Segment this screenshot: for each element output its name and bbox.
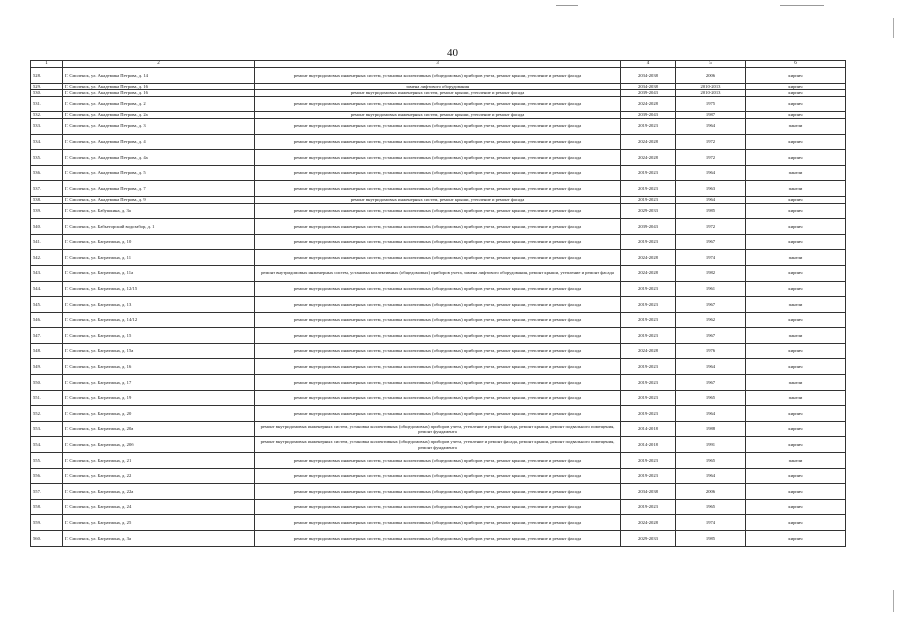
row-number: 539. <box>31 203 63 219</box>
works-cell: ремонт внутридомовых инженерных систем, установка коллективных (общедомовых) приборов учета, ремонт крыши, утепление и ремонт фасада <box>255 359 621 375</box>
table-row <box>31 165 846 181</box>
period-cell: 2029-2033 <box>621 203 676 219</box>
period-cell: 2024-2028 <box>621 265 676 281</box>
wall-material-cell: кирпич <box>746 83 846 90</box>
wall-material-cell: панели <box>746 453 846 469</box>
works-cell: ремонт внутридомовых инженерных систем, установка коллективных (общедомовых) приборов учета, ремонт крыши, утепление и ремонт фасада <box>255 406 621 422</box>
column-header: 4 <box>621 61 676 68</box>
works-cell: ремонт внутридомовых инженерных систем, установка коллективных (общедомовых) приборов учета, ремонт крыши, утепление и ремонт фасада <box>255 484 621 500</box>
top-rule-right <box>780 5 824 6</box>
works-cell: ремонт внутридомовых инженерных систем, установка коллективных (общедомовых) приборов учета, утепление и ремонт фасада, ремонт крыши, ремонт подвального помещения, ремонт фундамента <box>255 421 621 437</box>
period-cell: 2024-2028 <box>621 150 676 166</box>
wall-material-cell: панели <box>746 390 846 406</box>
row-number: 549. <box>31 359 63 375</box>
period-cell: 2039-2043 <box>621 112 676 119</box>
address-cell: Г. Смоленск, ул. Академика Петрова, д. 2а <box>63 112 255 119</box>
address-cell: Г. Смоленск, ул. Академика Петрова, д. 14 <box>63 68 255 84</box>
wall-material-cell: кирпич <box>746 96 846 112</box>
row-number: 537. <box>31 181 63 197</box>
address-cell: Г. Смоленск, ул. Багратиона, д. 19 <box>63 390 255 406</box>
address-cell: Г. Смоленск, ул. Багратиона, д. 22 <box>63 468 255 484</box>
period-cell: 2024-2028 <box>621 343 676 359</box>
row-number: 552. <box>31 406 63 422</box>
build-year-cell: 2006 <box>676 68 746 84</box>
works-cell: ремонт внутридомовых инженерных систем, установка коллективных (общедомовых) приборов учета, ремонт крыши, утепление и ремонт фасада <box>255 118 621 134</box>
build-year-cell: 1975 <box>676 96 746 112</box>
table-row <box>31 531 846 547</box>
row-number: 556. <box>31 468 63 484</box>
wall-material-cell: кирпич <box>746 281 846 297</box>
period-cell: 2019-2023 <box>621 453 676 469</box>
row-number: 540. <box>31 219 63 235</box>
build-year-cell: 1988 <box>676 421 746 437</box>
address-cell: Г. Смоленск, ул. Багратиона, д. 3а <box>63 531 255 547</box>
works-cell: ремонт внутридомовых инженерных систем, ремонт крыши, утепление и ремонт фасада <box>255 112 621 119</box>
period-cell: 2034-2038 <box>621 484 676 500</box>
build-year-cell: 1972 <box>676 150 746 166</box>
row-number: 529. <box>31 83 63 90</box>
wall-material-cell: кирпич <box>746 499 846 515</box>
row-number: 544. <box>31 281 63 297</box>
period-cell: 2019-2023 <box>621 281 676 297</box>
row-number: 558. <box>31 499 63 515</box>
period-cell: 2019-2023 <box>621 406 676 422</box>
period-cell: 2019-2023 <box>621 312 676 328</box>
wall-material-cell: кирпич <box>746 234 846 250</box>
table-row <box>31 265 846 281</box>
period-cell: 2014-2018 <box>621 421 676 437</box>
address-cell: Г. Смоленск, ул. Багратиона, д. 20 <box>63 406 255 422</box>
works-cell: ремонт внутридомовых инженерных систем, установка коллективных (общедомовых) приборов учета, ремонт крыши, утепление и ремонт фасада <box>255 343 621 359</box>
address-cell: Г. Смоленск, ул. Багратиона, д. 11 <box>63 250 255 266</box>
row-number: 551. <box>31 390 63 406</box>
table-row <box>31 68 846 84</box>
wall-material-cell: панели <box>746 328 846 344</box>
wall-material-cell: кирпич <box>746 359 846 375</box>
build-year-cell: 1965 <box>676 390 746 406</box>
wall-material-cell: панели <box>746 165 846 181</box>
address-cell: Г. Смоленск, ул. Багратиона, д. 20б <box>63 437 255 453</box>
address-cell: Г. Смоленск, ул. Багратиона, д. 14/12 <box>63 312 255 328</box>
address-cell: Г. Смоленск, ул. Багратиона, д. 15 <box>63 328 255 344</box>
capital-repair-table <box>30 60 846 547</box>
row-number: 538. <box>31 196 63 203</box>
works-cell: ремонт внутридомовых инженерных систем, установка коллективных (общедомовых) приборов учета, ремонт крыши, утепление и ремонт фасада <box>255 297 621 313</box>
period-cell: 2019-2023 <box>621 165 676 181</box>
table-row <box>31 118 846 134</box>
works-cell: ремонт внутридомовых инженерных систем, установка коллективных (общедомовых) приборов учета, ремонт крыши, утепление и ремонт фасада <box>255 281 621 297</box>
row-number: 557. <box>31 484 63 500</box>
build-year-cell: 1974 <box>676 250 746 266</box>
works-cell: ремонт внутридомовых инженерных систем, установка коллективных (общедомовых) приборов учета, ремонт крыши, утепление и ремонт фасада <box>255 468 621 484</box>
table-row <box>31 328 846 344</box>
period-cell: 2014-2018 <box>621 437 676 453</box>
period-cell: 2029-2033 <box>621 531 676 547</box>
build-year-cell: 1972 <box>676 219 746 235</box>
build-year-cell: 1965 <box>676 499 746 515</box>
wall-material-cell: панели <box>746 297 846 313</box>
wall-material-cell: кирпич <box>746 406 846 422</box>
table-row <box>31 406 846 422</box>
row-number: 534. <box>31 134 63 150</box>
table-row <box>31 181 846 197</box>
table-row <box>31 499 846 515</box>
table-row <box>31 234 846 250</box>
row-number: 536. <box>31 165 63 181</box>
works-cell: ремонт внутридомовых инженерных систем, установка коллективных (общедомовых) приборов учета, замена лифтового оборудования, ремонт крыши, утепление и ремонт фасада <box>255 265 621 281</box>
row-number: 535. <box>31 150 63 166</box>
works-cell: ремонт внутридомовых инженерных систем, ремонт крыши, утепление и ремонт фасада <box>255 90 621 97</box>
period-cell: 2034-2038 <box>621 83 676 90</box>
address-cell: Г. Смоленск, ул. Багратиона, д. 10 <box>63 234 255 250</box>
table-row <box>31 134 846 150</box>
row-number: 531. <box>31 96 63 112</box>
address-cell: Г. Смоленск, ул. Академика Петрова, д. 2 <box>63 96 255 112</box>
column-header: 3 <box>255 61 621 68</box>
row-number: 530. <box>31 90 63 97</box>
wall-material-cell: кирпич <box>746 90 846 97</box>
address-cell: Г. Смоленск, ул. Багратиона, д. 25 <box>63 515 255 531</box>
table-row <box>31 453 846 469</box>
period-cell: 2019-2023 <box>621 118 676 134</box>
table-row <box>31 219 846 235</box>
period-cell: 2024-2028 <box>621 250 676 266</box>
build-year-cell: 1964 <box>676 118 746 134</box>
build-year-cell: 2006 <box>676 484 746 500</box>
wall-material-cell: панели <box>746 250 846 266</box>
build-year-cell: 1965 <box>676 453 746 469</box>
row-number: 532. <box>31 112 63 119</box>
wall-material-cell: кирпич <box>746 343 846 359</box>
works-cell: ремонт внутридомовых инженерных систем, установка коллективных (общедомовых) приборов учета, ремонт крыши, утепление и ремонт фасада <box>255 150 621 166</box>
build-year-cell: 1982 <box>676 265 746 281</box>
wall-material-cell: кирпич <box>746 112 846 119</box>
table-row <box>31 150 846 166</box>
page-number: 40 <box>447 47 458 59</box>
works-cell: ремонт внутридомовых инженерных систем, установка коллективных (общедомовых) приборов учета, ремонт крыши, утепление и ремонт фасада <box>255 203 621 219</box>
wall-material-cell: кирпич <box>746 437 846 453</box>
address-cell: Г. Смоленск, ул. Багратиона, д. 21 <box>63 453 255 469</box>
row-number: 553. <box>31 421 63 437</box>
build-year-cell: 1967 <box>676 234 746 250</box>
address-cell: Г. Смоленск, ул. Багратиона, д. 22а <box>63 484 255 500</box>
wall-material-cell: кирпич <box>746 203 846 219</box>
address-cell: Г. Смоленск, ул. Багратиона, д. 16 <box>63 359 255 375</box>
address-cell: Г. Смоленск, ул. Академика Петрова, д. 4а <box>63 150 255 166</box>
period-cell: 2039-2043 <box>621 90 676 97</box>
period-cell: 2019-2023 <box>621 499 676 515</box>
row-number: 541. <box>31 234 63 250</box>
works-cell: ремонт внутридомовых инженерных систем, установка коллективных (общедомовых) приборов учета, ремонт крыши, утепление и ремонт фасада <box>255 96 621 112</box>
table-row <box>31 281 846 297</box>
works-cell: ремонт внутридомовых инженерных систем, установка коллективных (общедомовых) приборов учета, ремонт крыши, утепление и ремонт фасада <box>255 515 621 531</box>
address-cell: Г. Смоленск, ул. Багратиона, д. 24 <box>63 499 255 515</box>
works-cell: ремонт внутридомовых инженерных систем, установка коллективных (общедомовых) приборов учета, ремонт крыши, утепление и ремонт фасада <box>255 181 621 197</box>
wall-material-cell: кирпич <box>746 196 846 203</box>
period-cell: 2019-2023 <box>621 375 676 391</box>
table-row <box>31 96 846 112</box>
wall-material-cell: панели <box>746 181 846 197</box>
wall-material-cell: панели <box>746 118 846 134</box>
table-row <box>31 112 846 119</box>
address-cell: Г. Смоленск, ул. Академика Петрова, д. 16 <box>63 90 255 97</box>
works-cell: ремонт внутридомовых инженерных систем, установка коллективных (общедомовых) приборов учета, ремонт крыши, утепление и ремонт фасада <box>255 219 621 235</box>
table-row <box>31 359 846 375</box>
address-cell: Г. Смоленск, ул. Академика Петрова, д. 4 <box>63 134 255 150</box>
works-cell: ремонт внутридомовых инженерных систем, установка коллективных (общедомовых) приборов учета, ремонт крыши, утепление и ремонт фасада <box>255 499 621 515</box>
period-cell: 2019-2023 <box>621 297 676 313</box>
wall-material-cell: кирпич <box>746 484 846 500</box>
wall-material-cell: кирпич <box>746 134 846 150</box>
row-number: 560. <box>31 531 63 547</box>
period-cell: 2019-2023 <box>621 181 676 197</box>
build-year-cell: 2010-2013 <box>676 90 746 97</box>
build-year-cell: 1974 <box>676 515 746 531</box>
table-row <box>31 390 846 406</box>
column-header: 5 <box>676 61 746 68</box>
wall-material-cell: кирпич <box>746 68 846 84</box>
table-row <box>31 515 846 531</box>
wall-material-cell: кирпич <box>746 421 846 437</box>
wall-material-cell: кирпич <box>746 312 846 328</box>
build-year-cell: 1964 <box>676 468 746 484</box>
works-cell: ремонт внутридомовых инженерных систем, установка коллективных (общедомовых) приборов учета, ремонт крыши, утепление и ремонт фасада <box>255 390 621 406</box>
wall-material-cell: кирпич <box>746 150 846 166</box>
address-cell: Г. Смоленск, ул. Багратиона, д. 17 <box>63 375 255 391</box>
build-year-cell: 1964 <box>676 165 746 181</box>
wall-material-cell: кирпич <box>746 531 846 547</box>
row-number: 547. <box>31 328 63 344</box>
table-row <box>31 250 846 266</box>
wall-material-cell: панели <box>746 375 846 391</box>
period-cell: 2034-2038 <box>621 68 676 84</box>
address-cell: Г. Смоленск, ул. Бабьегорский водозабор, д. 1 <box>63 219 255 235</box>
row-number: 554. <box>31 437 63 453</box>
address-cell: Г. Смоленск, ул. Академика Петрова, д. 5 <box>63 165 255 181</box>
build-year-cell: 1961 <box>676 281 746 297</box>
build-year-cell: 1964 <box>676 359 746 375</box>
works-cell: ремонт внутридомовых инженерных систем, установка коллективных (общедомовых) приборов учета, ремонт крыши, утепление и ремонт фасада <box>255 312 621 328</box>
works-cell: ремонт внутридомовых инженерных систем, установка коллективных (общедомовых) приборов учета, ремонт крыши, утепление и ремонт фасада <box>255 328 621 344</box>
table-row <box>31 437 846 453</box>
period-cell: 2039-2043 <box>621 219 676 235</box>
build-year-cell: 1963 <box>676 181 746 197</box>
row-number: 548. <box>31 343 63 359</box>
address-cell: Г. Смоленск, ул. Багратиона, д. 15а <box>63 343 255 359</box>
address-cell: Г. Смоленск, ул. Багратиона, д. 20а <box>63 421 255 437</box>
build-year-cell: 1976 <box>676 343 746 359</box>
works-cell: ремонт внутридомовых инженерных систем, установка коллективных (общедомовых) приборов учета, ремонт крыши, утепление и ремонт фасада <box>255 250 621 266</box>
table-row <box>31 203 846 219</box>
works-cell: ремонт внутридомовых инженерных систем, установка коллективных (общедомовых) приборов учета, ремонт крыши, утепление и ремонт фасада <box>255 453 621 469</box>
row-number: 542. <box>31 250 63 266</box>
table-row <box>31 90 846 97</box>
works-cell: ремонт внутридомовых инженерных систем, установка коллективных (общедомовых) приборов учета, утепление и ремонт фасада, ремонт крыши, ремонт подвального помещения, ремонт фундамента <box>255 437 621 453</box>
build-year-cell: 1967 <box>676 297 746 313</box>
address-cell: Г. Смоленск, ул. Академика Петрова, д. 16 <box>63 83 255 90</box>
row-number: 550. <box>31 375 63 391</box>
address-cell: Г. Смоленск, ул. Багратиона, д. 12/15 <box>63 281 255 297</box>
build-year-cell: 1987 <box>676 112 746 119</box>
period-cell: 2019-2023 <box>621 390 676 406</box>
period-cell: 2024-2028 <box>621 515 676 531</box>
period-cell: 2019-2023 <box>621 328 676 344</box>
table-row <box>31 421 846 437</box>
build-year-cell: 2010-2013 <box>676 83 746 90</box>
column-number-row <box>31 61 846 68</box>
works-cell: ремонт внутридомовых инженерных систем, установка коллективных (общедомовых) приборов учета, ремонт крыши, утепление и ремонт фасада <box>255 68 621 84</box>
works-cell: ремонт внутридомовых инженерных систем, установка коллективных (общедомовых) приборов учета, ремонт крыши, утепление и ремонт фасада <box>255 531 621 547</box>
table-row <box>31 468 846 484</box>
address-cell: Г. Смоленск, ул. Академика Петрова, д. 3 <box>63 118 255 134</box>
table-row <box>31 375 846 391</box>
build-year-cell: 1967 <box>676 375 746 391</box>
table-row <box>31 196 846 203</box>
row-number: 559. <box>31 515 63 531</box>
wall-material-cell: кирпич <box>746 219 846 235</box>
table-row <box>31 83 846 90</box>
wall-material-cell: кирпич <box>746 468 846 484</box>
scan-edge-mark <box>893 590 894 612</box>
period-cell: 2019-2023 <box>621 196 676 203</box>
column-header: 6 <box>746 61 846 68</box>
row-number: 533. <box>31 118 63 134</box>
address-cell: Г. Смоленск, ул. Багратиона, д. 13 <box>63 297 255 313</box>
build-year-cell: 1972 <box>676 134 746 150</box>
row-number: 546. <box>31 312 63 328</box>
row-number: 528. <box>31 68 63 84</box>
works-cell: ремонт внутридомовых инженерных систем, установка коллективных (общедомовых) приборов учета, ремонт крыши, утепление и ремонт фасада <box>255 165 621 181</box>
works-cell: замена лифтового оборудования <box>255 83 621 90</box>
works-cell: ремонт внутридомовых инженерных систем, ремонт крыши, утепление и ремонт фасада <box>255 196 621 203</box>
row-number: 545. <box>31 297 63 313</box>
column-header: 2 <box>63 61 255 68</box>
table-row <box>31 484 846 500</box>
top-rule-left <box>556 5 578 6</box>
works-cell: ремонт внутридомовых инженерных систем, установка коллективных (общедомовых) приборов учета, ремонт крыши, утепление и ремонт фасада <box>255 234 621 250</box>
wall-material-cell: кирпич <box>746 515 846 531</box>
works-cell: ремонт внутридомовых инженерных систем, установка коллективных (общедомовых) приборов учета, ремонт крыши, утепление и ремонт фасада <box>255 134 621 150</box>
works-cell: ремонт внутридомовых инженерных систем, установка коллективных (общедомовых) приборов учета, ремонт крыши, утепление и ремонт фасада <box>255 375 621 391</box>
address-cell: Г. Смоленск, ул. Академика Петрова, д. 7 <box>63 181 255 197</box>
build-year-cell: 1962 <box>676 312 746 328</box>
table-row <box>31 297 846 313</box>
period-cell: 2019-2023 <box>621 234 676 250</box>
scan-edge-mark <box>893 18 894 38</box>
table-row <box>31 343 846 359</box>
period-cell: 2019-2023 <box>621 468 676 484</box>
period-cell: 2024-2028 <box>621 96 676 112</box>
column-header: 1 <box>31 61 63 68</box>
address-cell: Г. Смоленск, ул. Бабушкина, д. 3а <box>63 203 255 219</box>
row-number: 543. <box>31 265 63 281</box>
address-cell: Г. Смоленск, ул. Багратиона, д. 11а <box>63 265 255 281</box>
build-year-cell: 1985 <box>676 203 746 219</box>
row-number: 555. <box>31 453 63 469</box>
build-year-cell: 1964 <box>676 406 746 422</box>
build-year-cell: 1964 <box>676 196 746 203</box>
build-year-cell: 1967 <box>676 328 746 344</box>
build-year-cell: 1991 <box>676 437 746 453</box>
address-cell: Г. Смоленск, ул. Академика Петрова, д. 9 <box>63 196 255 203</box>
wall-material-cell: кирпич <box>746 265 846 281</box>
period-cell: 2024-2028 <box>621 134 676 150</box>
table-row <box>31 312 846 328</box>
period-cell: 2019-2023 <box>621 359 676 375</box>
build-year-cell: 1985 <box>676 531 746 547</box>
